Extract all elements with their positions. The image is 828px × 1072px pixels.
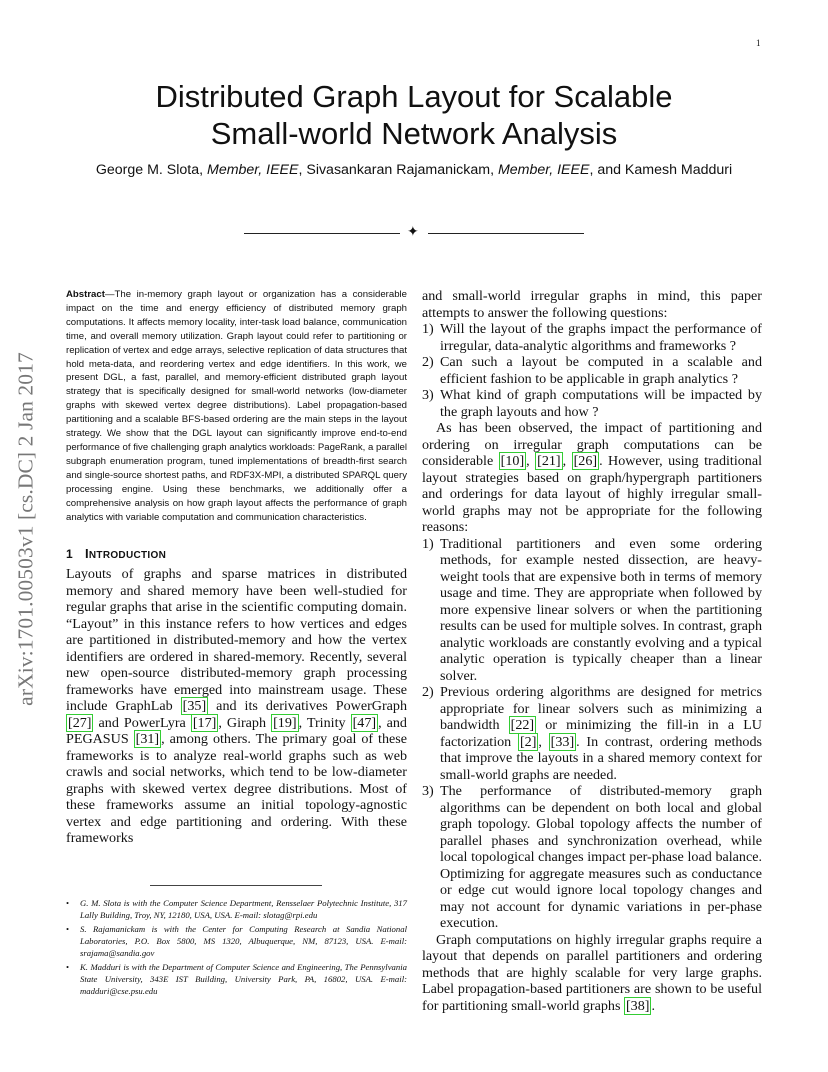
- divider-line-left: [244, 233, 400, 234]
- author-2-role: Member, IEEE: [497, 162, 590, 178]
- author-3: , and Kamesh Madduri: [589, 162, 733, 178]
- divider-line-right: [428, 233, 584, 234]
- list-item: [422, 387, 762, 420]
- citation-link[interactable]: [19]: [273, 714, 297, 731]
- reason-list: [422, 536, 762, 932]
- citation-link[interactable]: [22]: [510, 717, 535, 733]
- text-run: , Trinity: [298, 714, 351, 731]
- citation-link[interactable]: [35]: [182, 698, 207, 715]
- arxiv-identifier[interactable]: arXiv:1701.00503v1 [cs.DC] 2 Jan 2017: [13, 352, 38, 706]
- list-number: 3): [422, 783, 434, 799]
- list-item-text: Can such a layout be computed in a scalable and efficient fashion to be applicable in graph analytics ?: [440, 354, 762, 387]
- list-item-text: The performance of distributed-memory graph algorithms can be dependent on both local and global graph topology. Global topology affects the number of parallel phases and synchronization overhead, while local topological changes impact per-phase load balance. Optimizing for aggregate measures such as conductance or edge cut would ignore local topology changes and may not account for dynamic variations in per-phase execution.: [440, 783, 762, 931]
- text-run: Previous ordering algorithms are designed for metrics appropriate for linear solvers such as minimizing a bandwidth: [440, 684, 762, 733]
- author-1: George M. Slota,: [95, 162, 207, 178]
- section-title-rest: NTRODUCTION: [88, 550, 167, 562]
- right-column: [422, 288, 762, 1014]
- list-item-text: What kind of graph computations will be impacted by the graph layouts and how ?: [440, 387, 762, 420]
- citation-link[interactable]: [47]: [352, 714, 377, 731]
- paper-title: [80, 78, 748, 152]
- abstract: [66, 288, 407, 524]
- list-item: [422, 684, 762, 783]
- list-item: [422, 354, 762, 387]
- citation-link[interactable]: [33]: [550, 733, 575, 750]
- citation-link[interactable]: [38]: [625, 997, 650, 1014]
- list-number: 2): [422, 354, 434, 370]
- footnotes: [66, 897, 407, 999]
- section-heading-introduction: [66, 546, 407, 561]
- citation-link[interactable]: [10]: [500, 453, 525, 469]
- intro-paragraph-2: [422, 420, 762, 536]
- list-number: 3): [422, 387, 434, 403]
- divider-star-icon: ✦: [407, 225, 419, 240]
- arxiv-sidebar: [8, 298, 44, 760]
- text-run: , among others. The primary goal of these frameworks is to analyze real-world graphs such as web crawls and social networks, which tend to be low-diameter graphs with skewed vertex degree distributions. Most of these frameworks assume an initial topology-agnostic vertex and edge partitioning and ordering. With these frameworks: [66, 731, 408, 847]
- text-run: or minimizing the fill-in in a LU factorization: [440, 717, 762, 750]
- footnote-text: K. Madduri is with the Department of Computer Science and Engineering, The Pennsylvania State University, 343E IST Building, University Park, PA, 16802, USA. E-mail: madduri@cse.psu.edu: [80, 962, 407, 996]
- text-run: , Giraph: [218, 714, 272, 731]
- title-divider: [244, 224, 584, 244]
- footnote-item: [66, 897, 407, 921]
- list-number: 2): [422, 684, 434, 700]
- text-run: , and PEGASUS: [66, 714, 407, 748]
- title-line-2: Small-world Network Analysis: [210, 116, 618, 151]
- citation-link[interactable]: [27]: [68, 714, 92, 731]
- citation-link[interactable]: [17]: [192, 714, 217, 731]
- question-list: [422, 321, 762, 420]
- abstract-label: Abstract: [66, 289, 105, 300]
- list-number: 1): [422, 321, 434, 337]
- text-run: and PowerLyra: [93, 714, 191, 731]
- text-run: and its derivatives PowerGraph: [208, 698, 407, 715]
- author-1-role: Member, IEEE: [207, 162, 299, 178]
- bullet-icon: •: [66, 962, 70, 972]
- text-run: ,: [562, 453, 572, 469]
- footnote-text: S. Rajamanickam is with the Center for Computing Research at Sandia National Laboratories, P.O. Box 5800, MS 1320, Albuquerque, NM, 87123, USA. E-mail: srajama@sandia.gov: [80, 924, 407, 958]
- abstract-text: —The in-memory graph layout or organization has a considerable impact on the time and energy efficiency of distributed memory graph computations. It affects memory locality, inter-task load balance, communication time, and overall memory utilization. Graph layout could refer to partitioning or replication of vertex and edge arrays, selective replication of data structures that hold meta-data, and reordering vertex and edge identifiers. In this work, we present DGL, a fast, parallel, and memory-efficient distributed graph layout strategy that is specifically designed for small-world networks (low-diameter graphs with skewed vertex degree distributions). Label propagation-based partitioning and a scalable BFS-based ordering are the main steps in the layout strategy. We show that the DGL layout can significantly improve end-to-end performance of five challenging graph analytics workloads: PageRank, a parallel subgraph enumeration program, tuned implementations of breadth-first search and single-source shortest paths, and RDF3X-MPI, a distributed SPARQL query processing engine. Using these benchmarks, we additionally offer a comprehensive analysis on how graph layout affects the performance of graph analytics with variable computation and communication characteristics.: [66, 289, 407, 523]
- intro-paragraph-1: [66, 566, 407, 847]
- list-number: 1): [422, 535, 434, 552]
- bullet-icon: •: [66, 924, 70, 934]
- intro-continuation: and small-world irregular graphs in mind, this paper attempts to answer the following questions:: [422, 288, 762, 321]
- page-number: 1: [756, 38, 761, 48]
- footnote-rule: [150, 885, 322, 886]
- list-item: [422, 783, 762, 932]
- footnote-item: [66, 923, 407, 959]
- citation-link[interactable]: [21]: [537, 453, 561, 469]
- list-item: [422, 536, 762, 685]
- text-run: ,: [538, 733, 549, 750]
- list-item: [422, 321, 762, 354]
- title-line-1: Distributed Graph Layout for Scalable: [155, 79, 673, 114]
- text-run: . In contrast, ordering methods that improve the layouts in a shared memory context for small-world graphs are needed.: [440, 733, 762, 783]
- left-column: [66, 288, 407, 847]
- text-run: As has been observed, the impact of partitioning and ordering on irregular graph computations can be considerable: [422, 420, 762, 469]
- author-list: [60, 162, 768, 178]
- citation-link[interactable]: [2]: [519, 733, 537, 750]
- footnote-text: G. M. Slota is with the Computer Science Department, Rensselaer Polytechnic Institute, 317 Lally Building, Troy, NY, 12180, USA, USA. E-mail: slotag@rpi.edu: [80, 898, 407, 920]
- author-2: , Sivasankaran Rajamanickam,: [298, 162, 498, 178]
- citation-link[interactable]: [31]: [135, 731, 160, 748]
- text-run: . However, using traditional layout strategies based on graph/hypergraph partitioners and orderings for data layout of highly irregular small-world graphs may not be appropriate for the following reasons:: [422, 453, 762, 535]
- text-run: Layouts of graphs and sparse matrices in distributed memory and shared memory have been well-studied for regular graphs that arise in the scientific computing domain. “Layout” in this instance refers to how vertices and edges are partitioned in distributed-memory and how the vertex identifiers are ordered in shared-memory. Recently, several new open-source distributed-memory graph processing frameworks have emerged into mainstream usage. These include GraphLab: [66, 566, 407, 715]
- citation-link[interactable]: [26]: [573, 453, 598, 469]
- section-number: 1: [66, 547, 73, 562]
- footnote-item: [66, 961, 407, 997]
- text-run: ,: [526, 453, 536, 469]
- intro-paragraph-3: [422, 932, 762, 1015]
- bullet-icon: •: [66, 898, 70, 908]
- section-title-first: I: [84, 546, 89, 562]
- text-run: .: [651, 997, 655, 1014]
- list-item-text: Will the layout of the graphs impact the performance of irregular, data-analytic algorithms and frameworks ?: [440, 321, 762, 354]
- text-run: Graph computations on highly irregular graphs require a layout that depends on parallel partitioners and ordering methods that are highly scalable for very large graphs. Label propagation-based partitioners are shown to be useful for partitioning small-world graphs: [422, 931, 762, 1014]
- list-item-text: Traditional partitioners and even some ordering methods, for example nested dissection, are heavy-weight tools that are expensive both in terms of memory usage and time. They are appropriate when followed by more expensive linear solvers or when the partitioning results can be used for multiple solves. In contrast, graph analytic workloads are constantly evolving and a typical analytic operation is typically cheaper than a linear solver.: [440, 535, 762, 684]
